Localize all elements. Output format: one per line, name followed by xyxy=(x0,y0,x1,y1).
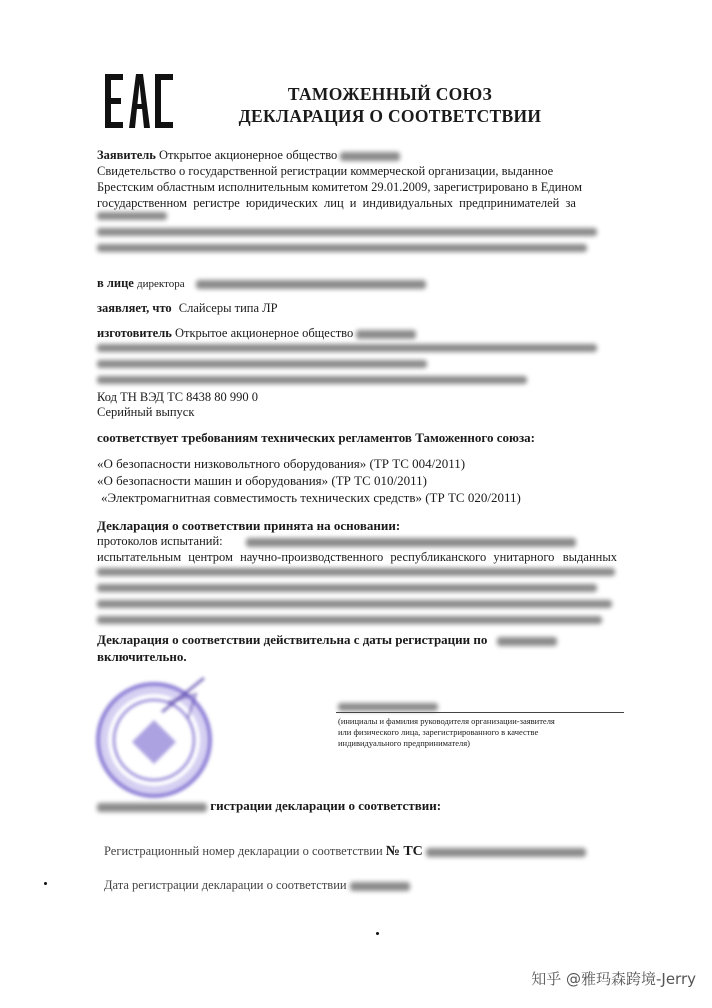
redacted-validity-date xyxy=(497,637,557,646)
registration-heading: гистрации декларации о соответствии: xyxy=(210,798,442,813)
registration-heading-line xyxy=(97,798,617,814)
manufacturer-label: изготовитель xyxy=(97,326,172,340)
declaration-title: ДЕКЛАРАЦИЯ О СООТВЕТСТВИИ xyxy=(238,106,542,126)
redacted-manufacturer-details xyxy=(97,344,617,384)
redacted-registration-number xyxy=(426,848,586,857)
person-role: директора xyxy=(136,278,185,290)
signature-caption-3: индивидуального предпринимателя) xyxy=(338,738,470,748)
watermark: 知乎 @雅玛森跨境-Jerry xyxy=(531,970,696,988)
redacted-manufacturer xyxy=(356,330,416,339)
redacted-applicant-details xyxy=(97,212,617,252)
eac-logo xyxy=(103,70,175,132)
signature-caption xyxy=(338,716,628,749)
basis-issued: выданных xyxy=(562,549,617,564)
applicant-line-3: государственном регистре юридических лиц и индивидуальных предпринимателей за xyxy=(97,196,576,210)
manufacturer-company: Открытое акционерное общество xyxy=(174,326,354,340)
person-line xyxy=(97,276,617,293)
applicant-line-1: Свидетельство о государственной регистрации коммерческой организации, выданное xyxy=(97,164,554,178)
applicant-line xyxy=(97,148,617,164)
redacted-signature-name xyxy=(338,698,438,716)
registration-number-label: Регистрационный номер декларации о соответствии xyxy=(104,844,383,858)
redacted-person xyxy=(196,280,426,289)
regulation-item: «Электромагнитная совместимость технических средств» (ТР ТС 020/2011) xyxy=(101,490,521,505)
validity-end: включительно. xyxy=(97,649,187,664)
validity-text: Декларация о соответствии действительна с даты регистрации по xyxy=(97,632,488,647)
applicant-company: Открытое акционерное общество xyxy=(159,148,338,162)
signature-line xyxy=(336,712,624,713)
regulation-item: «О безопасности машин и оборудования» (ТР ТС 010/2011) xyxy=(97,473,427,488)
registration-number-prefix: № ТС xyxy=(385,844,423,859)
redacted-protocols xyxy=(246,538,576,547)
declares-label: заявляет, что xyxy=(97,301,172,315)
redacted-registration-date xyxy=(350,882,410,891)
registration-number-line xyxy=(104,844,624,860)
speck xyxy=(376,932,379,935)
applicant-line-2: Брестским областным исполнительным комитетом 29.01.2009, зарегистрировано в Едином xyxy=(97,180,582,194)
union-title: ТАМОЖЕННЫЙ СОЮЗ xyxy=(287,84,493,104)
regulation-item: «О безопасности низковольтного оборудования» (ТР ТС 004/2011) xyxy=(97,456,466,471)
redacted-company xyxy=(340,152,400,161)
serial-production: Серийный выпуск xyxy=(97,405,195,419)
basis-heading: Декларация о соответствии принята на основании: xyxy=(97,518,401,533)
validity-line xyxy=(97,632,617,648)
applicant-label: Заявитель xyxy=(97,148,156,162)
signature-caption-1: (инициалы и фамилия руководителя организации-заявителя xyxy=(338,716,555,726)
product-name: Слайсеры типа ЛР xyxy=(178,301,278,315)
official-stamp xyxy=(92,672,222,802)
declares-line xyxy=(97,301,617,317)
registration-date-label: Дата регистрации декларации о соответствии xyxy=(104,878,347,892)
protocols-label: протоколов испытаний: xyxy=(97,534,223,548)
speck xyxy=(44,882,47,885)
basis-line-2: испытательным центром научно-производственного республиканского унитарного xyxy=(97,550,555,564)
registration-date-line xyxy=(104,878,624,894)
compliance-heading: соответствует требованиям технических регламентов Таможенного союза: xyxy=(97,430,535,445)
redacted-basis-details xyxy=(97,568,617,624)
manufacturer-line xyxy=(97,326,617,342)
person-label: в лице xyxy=(97,276,134,290)
redacted-heading-start xyxy=(97,803,207,812)
signature-caption-2: или физического лица, зарегистрированного в качестве xyxy=(338,727,539,737)
hs-code: Код ТН ВЭД ТС 8438 80 990 0 xyxy=(97,390,259,404)
